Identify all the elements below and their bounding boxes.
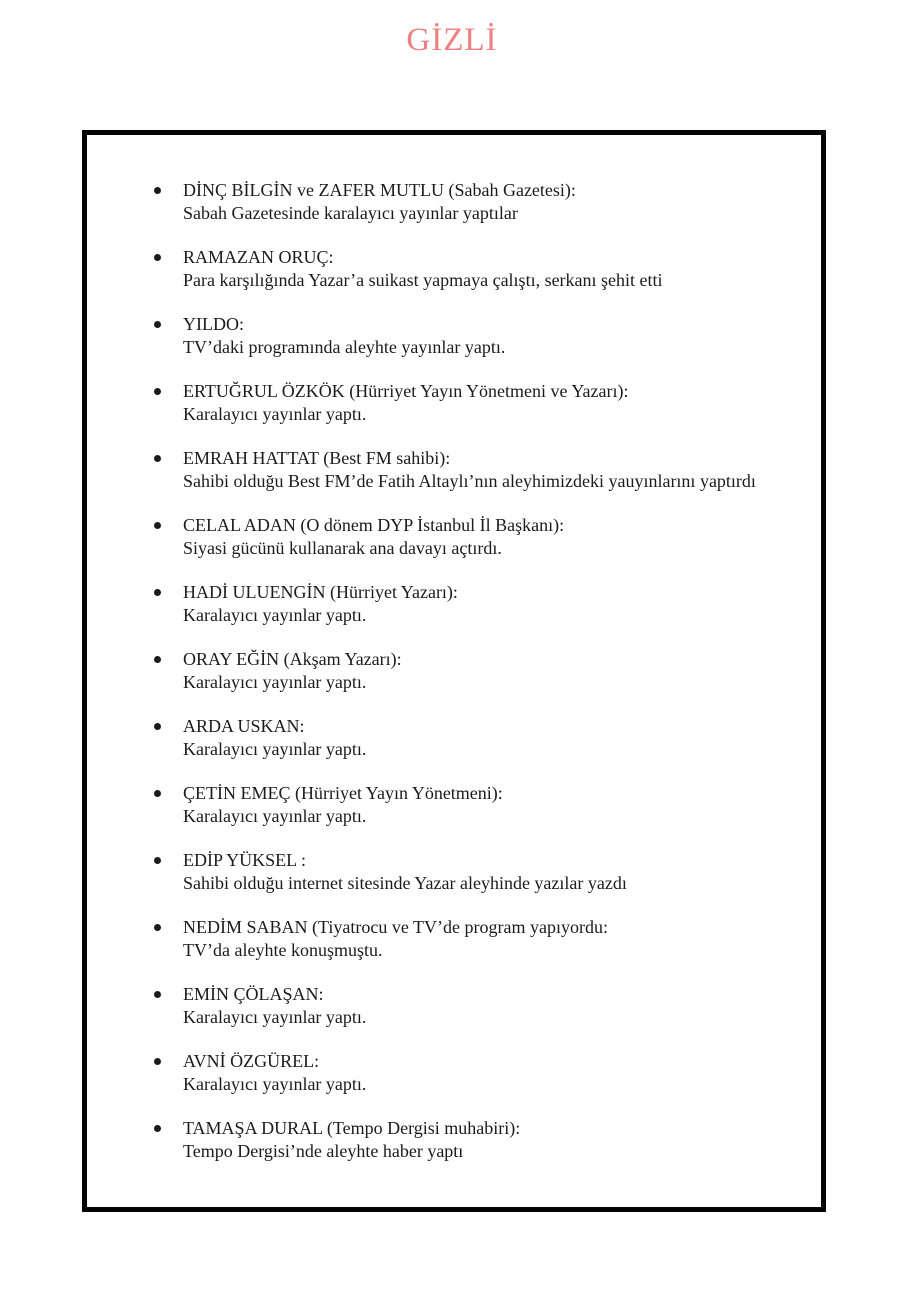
list-item [183,715,765,761]
list-item [183,983,765,1029]
entry-title: EMRAH HATTAT (Best FM sahibi): [183,448,451,468]
entry-title: NEDİM SABAN (Tiyatrocu ve TV’de program yapıyordu: [183,917,608,937]
entry-title: ARDA USKAN: [183,716,305,736]
entry-description: Karalayıcı yayınlar yaptı. [183,605,367,625]
bullet-icon [154,1125,161,1132]
entry-description: Sahibi olduğu Best FM’de Fatih Altaylı’nın aleyhimizdeki yauyınlarını yaptırdı [183,471,756,491]
entry-title: ORAY EĞİN (Akşam Yazarı): [183,649,402,669]
entry-title: AVNİ ÖZGÜREL: [183,1051,320,1071]
bullet-icon [154,455,161,462]
bullet-icon [154,790,161,797]
list-item [183,1050,765,1096]
entry-title: EDİP YÜKSEL : [183,850,306,870]
bullet-icon [154,723,161,730]
entry-description: Siyasi gücünü kullanarak ana davayı açtırdı. [183,538,502,558]
bullet-icon [154,656,161,663]
entry-description: TV’da aleyhte konuşmuştu. [183,940,383,960]
entry-title: ERTUĞRUL ÖZKÖK (Hürriyet Yayın Yönetmeni ve Yazarı): [183,381,629,401]
entry-description: Karalayıcı yayınlar yaptı. [183,1007,367,1027]
bullet-icon [154,589,161,596]
entry-description: TV’daki programında aleyhte yayınlar yaptı. [183,337,506,357]
list-item [183,849,765,895]
bullet-icon [154,991,161,998]
list-item [183,916,765,962]
list-item [183,313,765,359]
entry-title: YILDO: [183,314,244,334]
bullet-icon [154,187,161,194]
entry-description: Sabah Gazetesinde karalayıcı yayınlar yaptılar [183,203,518,223]
entry-title: DİNÇ BİLGİN ve ZAFER MUTLU (Sabah Gazetesi): [183,180,576,200]
entry-title: RAMAZAN ORUÇ: [183,247,334,267]
document-frame [82,130,826,1212]
entry-description: Karalayıcı yayınlar yaptı. [183,806,367,826]
entry-description: Sahibi olduğu internet sitesinde Yazar aleyhinde yazılar yazdı [183,873,627,893]
bullet-icon [154,924,161,931]
entry-title: EMİN ÇÖLAŞAN: [183,984,324,1004]
bullet-icon [154,1058,161,1065]
bullet-icon [154,522,161,529]
bullet-icon [154,254,161,261]
bullet-icon [154,857,161,864]
entry-title: HADİ ULUENGİN (Hürriyet Yazarı): [183,582,458,602]
list-item [183,380,765,426]
entry-description: Para karşılığında Yazar’a suikast yapmaya çalıştı, serkanı şehit etti [183,270,663,290]
classification-banner: GİZLİ [406,22,498,58]
entry-description: Karalayıcı yayınlar yaptı. [183,739,367,759]
bullet-icon [154,388,161,395]
list-item [183,1117,765,1163]
entry-description: Karalayıcı yayınlar yaptı. [183,672,367,692]
list-item [183,581,765,627]
list-item [183,782,765,828]
list-item [183,447,765,493]
list-item [183,648,765,694]
entry-title: ÇETİN EMEÇ (Hürriyet Yayın Yönetmeni): [183,783,503,803]
entry-title: TAMAŞA DURAL (Tempo Dergisi muhabiri): [183,1118,521,1138]
list-item [183,514,765,560]
entries-list [183,179,765,1163]
bullet-icon [154,321,161,328]
entry-title: CELAL ADAN (O dönem DYP İstanbul İl Başkanı): [183,515,565,535]
list-item [183,246,765,292]
entry-description: Tempo Dergisi’nde aleyhte haber yaptı [183,1141,464,1161]
entry-description: Karalayıcı yayınlar yaptı. [183,404,367,424]
list-item [183,179,765,225]
entry-description: Karalayıcı yayınlar yaptı. [183,1074,367,1094]
